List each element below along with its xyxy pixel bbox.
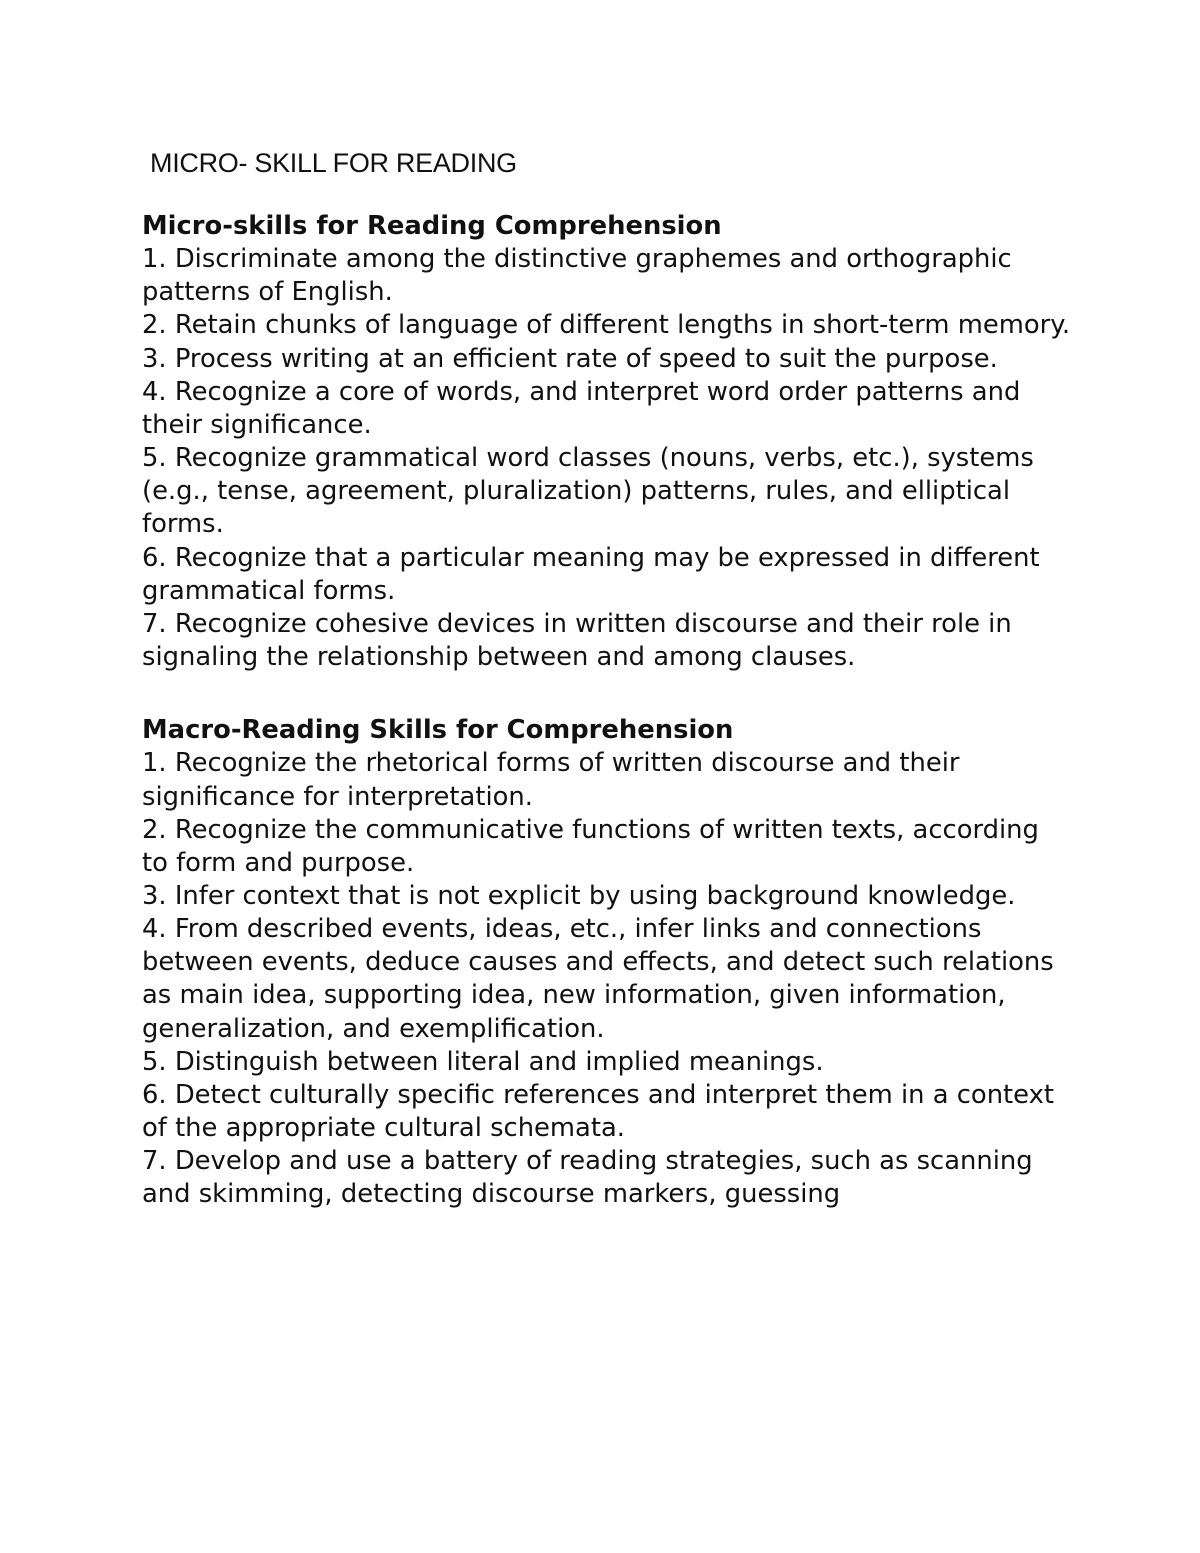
list-item: 5. Recognize grammatical word classes (nouns, verbs, etc.), systems (e.g., tense, agreement, pluralization) patterns, rules, and elliptical forms. [142, 443, 1034, 540]
macro-skills-list [142, 747, 1072, 1211]
document-body [142, 210, 1072, 1212]
macro-skills-heading: Macro-Reading Skills for Comprehension [142, 715, 734, 746]
macro-skills-section [142, 714, 1072, 1211]
micro-skills-list [142, 243, 1072, 674]
list-item: 6. Detect culturally specific references and interpret them in a context of the appropriate cultural schemata. [142, 1079, 1054, 1144]
list-item: 2. Recognize the communicative functions of written texts, according to form and purpose. [142, 814, 1039, 878]
list-item: 2. Retain chunks of language of different lengths in short-term memory. [142, 310, 1071, 341]
list-item: 4. Recognize a core of words, and interpret word order patterns and their significance. [142, 376, 1021, 440]
list-item: 4. From described events, ideas, etc., infer links and connections between events, deduce causes and effects, and detect such relations as main idea, supporting idea, new information, given information, generalization, and exemplification. [142, 914, 1054, 1044]
micro-skills-section [142, 210, 1072, 674]
list-item: 6. Recognize that a particular meaning may be expressed in different grammatical forms. [142, 542, 1040, 606]
list-item: 5. Distinguish between literal and implied meanings. [142, 1046, 824, 1077]
list-item: 3. Process writing at an efficient rate of speed to suit the purpose. [142, 343, 998, 374]
list-item: 3. Infer context that is not explicit by using background knowledge. [142, 880, 1016, 911]
list-item: 1. Discriminate among the distinctive graphemes and orthographic patterns of English. [142, 244, 1012, 308]
list-item: 7. Develop and use a battery of reading strategies, such as scanning and skimming, detecting discourse markers, guessing [142, 1146, 1033, 1210]
list-item: 7. Recognize cohesive devices in written discourse and their role in signaling the relationship between and among clauses. [142, 608, 1012, 673]
list-item: 1. Recognize the rhetorical forms of written discourse and their significance for interpretation. [142, 748, 960, 812]
micro-skills-heading: Micro-skills for Reading Comprehension [142, 211, 722, 241]
document-title: MICRO- SKILL FOR READING [150, 148, 517, 178]
